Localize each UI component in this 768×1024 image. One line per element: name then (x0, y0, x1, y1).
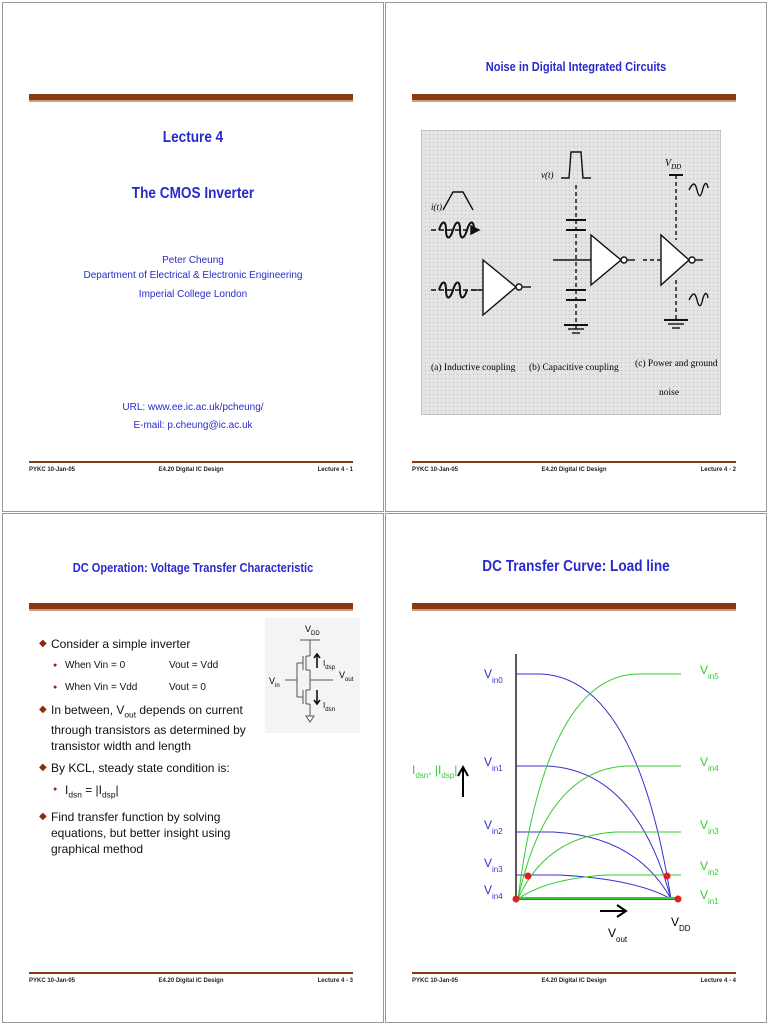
lecture-subtitle: The CMOS Inverter (131, 185, 255, 202)
idsp-label: $I_{dsp}$ (323, 659, 335, 671)
footer-center: E4.20 Digital IC Design (541, 467, 607, 473)
x-axis-arrow-icon (600, 905, 626, 917)
slide-title: DC Transfer Curve: Load line (482, 558, 670, 575)
pmos-vin-label: $V_{in1}$ (700, 888, 719, 906)
title-rule (412, 603, 736, 609)
operating-point (664, 873, 671, 880)
nmos-vin-label: $V_{in3}$ (484, 856, 503, 874)
y-axis-label: $I_{dsn}$, $|I_{dsp}|$ (412, 763, 458, 780)
operating-point (675, 896, 682, 903)
vin-label: $V_{in}$ (269, 676, 280, 689)
footer-center: E4.20 Digital IC Design (158, 978, 224, 984)
pmos-vin-label: $V_{in2}$ (700, 859, 719, 877)
slide-title: DC Operation: Voltage Transfer Characteristic (72, 560, 314, 575)
footer-right: Lecture 4 - 1 (317, 467, 353, 473)
pmos-vin-label: $V_{in4}$ (700, 755, 719, 773)
footer-center: E4.20 Digital IC Design (158, 467, 224, 473)
slide-title: Noise in Digital Integrated Circuits (485, 59, 667, 74)
pmos-curve (518, 832, 681, 899)
load-line-chart (386, 614, 767, 964)
vdd-label: $V_{DD}$ (305, 624, 320, 637)
title-rule (29, 603, 353, 609)
slide-1 (2, 2, 384, 512)
x-axis-label: $V_{out}$ (608, 926, 628, 944)
load-line-curves (516, 674, 681, 899)
department: Department of Electrical & Electronic Engineering (83, 270, 303, 281)
footer-left: PYKC 10-Jan-05 (412, 978, 459, 984)
nmos-vin-labels (484, 667, 503, 901)
pmos-vin-label: $V_{in5}$ (700, 663, 719, 681)
kcl-equation: ● $I_{dsn} = |I_{dsp}|$ (39, 782, 279, 802)
operating-point (513, 896, 520, 903)
nmos-vin-label: $V_{in4}$ (484, 883, 503, 901)
v-t-label: v(t) (541, 170, 554, 180)
bullet-list (39, 636, 279, 863)
lecture-title: Lecture 4 (162, 129, 224, 146)
slide-footer (412, 972, 736, 988)
nmos-vin-label: $V_{in1}$ (484, 755, 503, 773)
caption-c-line1: (c) Power and ground (635, 359, 718, 369)
title-rule (29, 94, 353, 100)
noise-coupling-figure (421, 130, 721, 415)
footer-right: Lecture 4 - 2 (700, 467, 736, 473)
footer-left: PYKC 10-Jan-05 (29, 978, 76, 984)
author: Peter Cheung (162, 255, 224, 266)
slide-4 (385, 513, 767, 1023)
nmos-curve (516, 875, 671, 899)
vout-label: $V_{out}$ (339, 670, 354, 683)
idsn-label: $I_{dsn}$ (323, 701, 335, 713)
pmos-vin-label: $V_{in3}$ (700, 818, 719, 836)
bullet-item: ◆ Consider a simple inverter (39, 636, 279, 652)
inverter-circuit (265, 618, 360, 733)
footer-center: E4.20 Digital IC Design (541, 978, 607, 984)
footer-left: PYKC 10-Jan-05 (412, 467, 459, 473)
college: Imperial College London (138, 289, 248, 300)
caption-b: (b) Capacitive coupling (529, 363, 619, 373)
slide-footer (412, 461, 736, 477)
y-axis-arrow-icon (458, 767, 468, 797)
nmos-vin-label: $V_{in0}$ (484, 667, 503, 685)
i-t-label: i(t) (431, 202, 442, 212)
slide-3 (2, 513, 384, 1023)
url-link[interactable]: URL: www.ee.ic.ac.uk/pcheung/ (122, 402, 264, 413)
email-link[interactable]: E-mail: p.cheung@ic.ac.uk (133, 420, 253, 431)
bullet-item: ◆ Find transfer function by solving equations, but better insight using graphical method (39, 809, 279, 857)
bullet-item: ◆ By KCL, steady state condition is: (39, 760, 279, 776)
slide-2 (385, 2, 767, 512)
pmos-vin-labels (700, 663, 719, 906)
nmos-vin-label: $V_{in2}$ (484, 818, 503, 836)
sub-bullet-item: ● When Vin = Vdd Vout = 0 (39, 680, 279, 696)
title-rule (412, 94, 736, 100)
footer-right: Lecture 4 - 4 (700, 978, 736, 984)
operating-point (525, 873, 532, 880)
vdd-tick-label: $V_{DD}$ (671, 915, 691, 933)
footer-right: Lecture 4 - 3 (317, 978, 353, 984)
slide-footer (29, 972, 353, 988)
vdd-label: $V_{DD}$ (665, 158, 682, 171)
slide-footer (29, 461, 353, 477)
caption-c-line2: noise (659, 388, 680, 398)
sub-bullet-item: ● When Vin = 0 Vout = Vdd (39, 658, 279, 674)
pmos-curve (518, 674, 681, 899)
caption-a: (a) Inductive coupling (431, 363, 516, 373)
bullet-item: ◆ In between, $V_{out}$ depends on current through transistors as determined by transistor width and length (39, 702, 279, 754)
footer-left: PYKC 10-Jan-05 (29, 467, 76, 473)
